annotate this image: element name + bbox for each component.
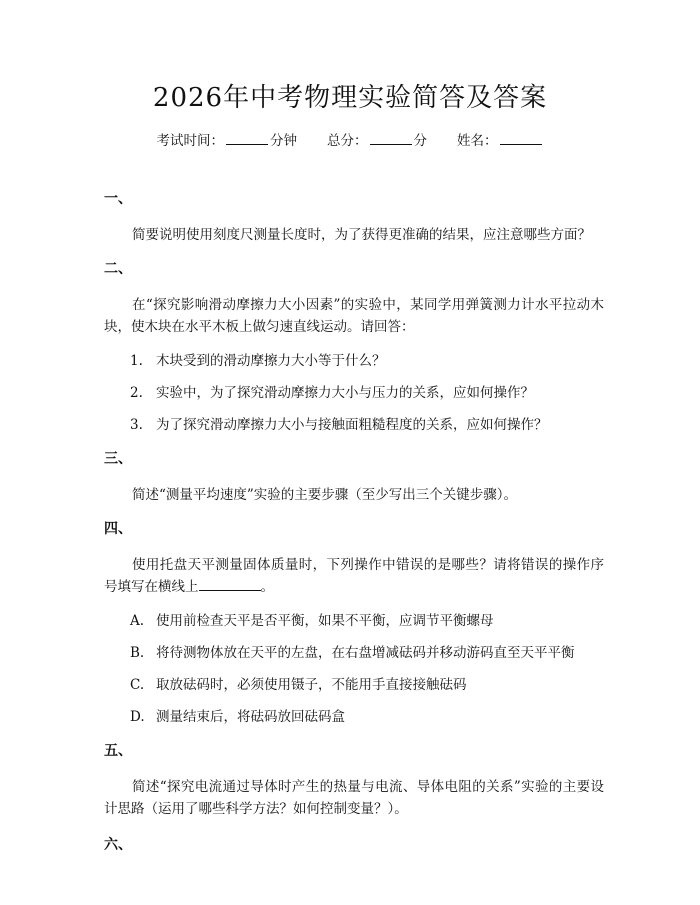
name-label: 姓名： (457, 133, 498, 149)
list-item-text: 木块受到的滑动摩擦力大小等于什么？ (156, 353, 386, 369)
section-1-heading: 一、 (104, 191, 132, 207)
list-item (104, 414, 604, 436)
section-5-question: 简述“探究电流通过导体时产生的热量与电流、导体电阻的关系”实验的主要设计思路（运用了哪些科学方法？如何控制变量？）。 (104, 779, 604, 817)
time-unit: 分钟 (270, 133, 297, 149)
time-label: 考试时间： (156, 133, 224, 149)
list-item (104, 350, 604, 372)
section-4-heading: 四、 (104, 521, 132, 537)
list-item (104, 382, 604, 404)
score-label: 总分： (327, 133, 368, 149)
list-item-text: 实验中，为了探究滑动摩擦力大小与压力的关系，应如何操作？ (156, 385, 534, 401)
list-item-number: 1. (130, 353, 143, 369)
answer-blank (199, 576, 261, 591)
list-item-number: 3. (130, 417, 143, 433)
exam-info-row (0, 130, 700, 152)
section-2-heading: 二、 (104, 261, 132, 277)
score-unit: 分 (413, 133, 427, 149)
option-item (104, 610, 604, 632)
list-item-text: 为了探究滑动摩擦力大小与接触面粗糙程度的关系，应如何操作？ (156, 417, 548, 433)
section-4-question (104, 554, 604, 598)
option-text: 使用前检查天平是否平衡，如果不平衡，应调节平衡螺母 (156, 613, 494, 629)
section-6-heading: 六、 (104, 837, 132, 853)
time-blank (226, 130, 268, 145)
section-1-question: 简要说明使用刻度尺测量长度时，为了获得更准确的结果，应注意哪些方面？ (132, 227, 591, 243)
option-item (104, 706, 604, 728)
section-3-question: 简述“测量平均速度”实验的主要步骤（至少写出三个关键步骤）。 (132, 487, 518, 503)
section-2-question: 在“探究影响滑动摩擦力大小因素”的实验中，某同学用弹簧测力计水平拉动木块，使木块在水平木板上做匀速直线运动。请回答： (104, 297, 604, 335)
option-text: 测量结束后，将砝码放回砝码盒 (156, 709, 345, 725)
option-letter: A. (130, 613, 145, 629)
page-title: 2026年中考物理实验简答及答案 (152, 83, 548, 113)
section-4-question-end: 。 (260, 579, 274, 595)
option-letter: B. (130, 645, 145, 661)
section-3-heading: 三、 (104, 451, 132, 467)
option-letter: D. (130, 709, 145, 725)
option-letter: C. (130, 677, 145, 693)
option-text: 取放砝码时，必须使用镊子，不能用手直接接触砝码 (156, 677, 467, 693)
list-item-number: 2. (130, 385, 143, 401)
option-item (104, 642, 604, 664)
option-item (104, 674, 604, 696)
option-text: 将待测物体放在天平的左盘，在右盘增减砝码并移动游码直至天平平衡 (156, 645, 575, 661)
score-blank (370, 130, 412, 145)
questions-body (104, 188, 604, 856)
section-4-question-text: 使用托盘天平测量固体质量时，下列操作中错误的是哪些？请将错误的操作序号填写在横线上 (104, 557, 604, 595)
section-5-heading: 五、 (104, 743, 132, 759)
name-blank (500, 130, 542, 145)
